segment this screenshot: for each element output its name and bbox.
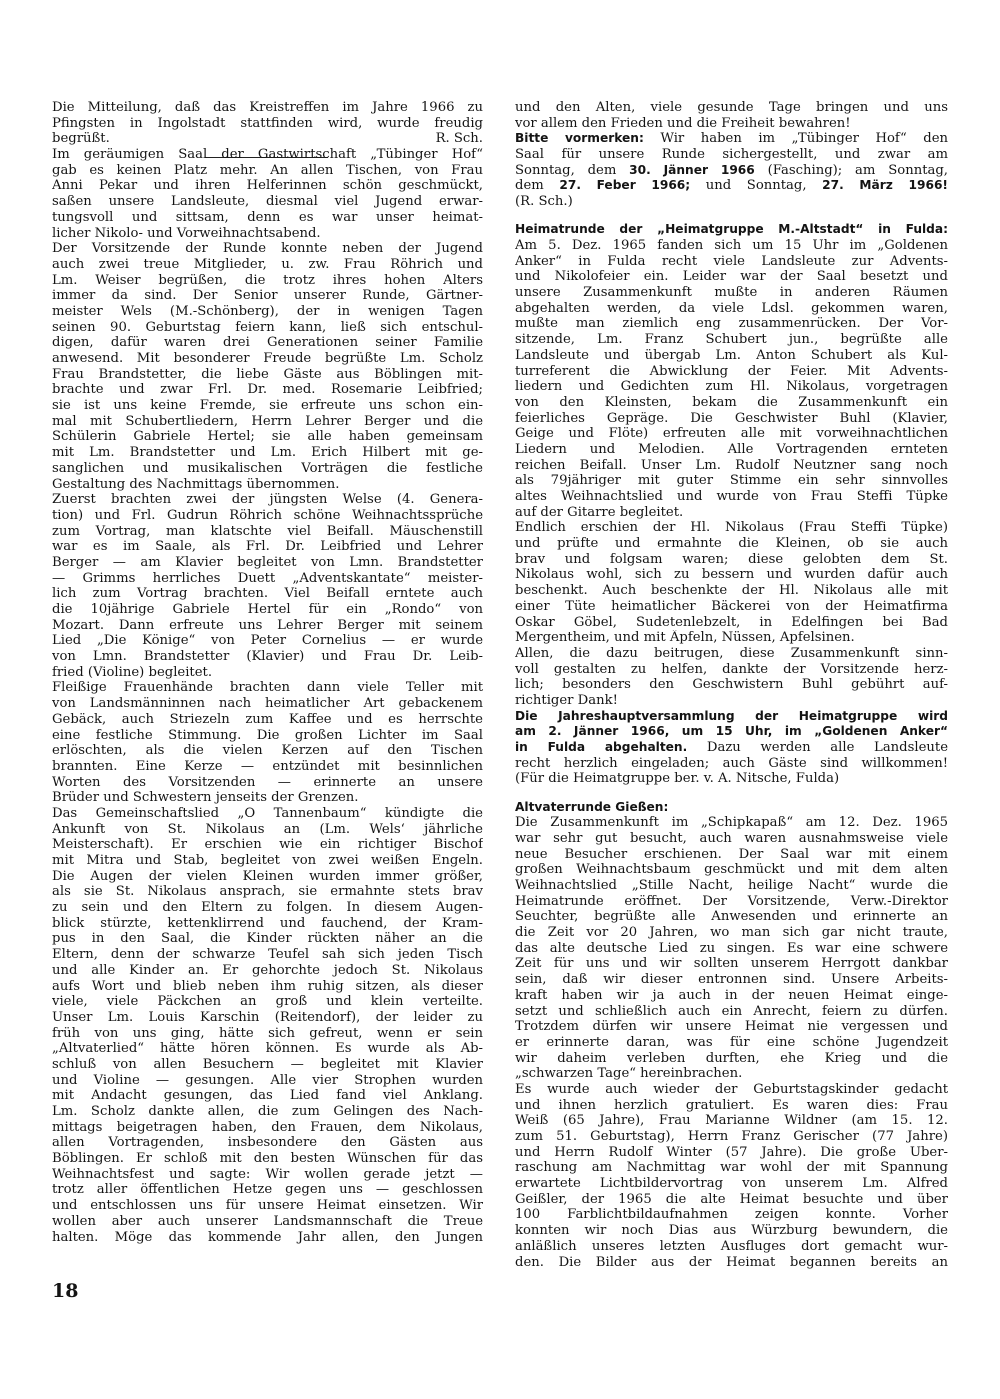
text-line: einer Tüte heimatlicher Bäckerei von der Heimatfirma bbox=[515, 598, 948, 614]
text-line: Meisterschaft). Er erschien wie ein richtiger Bischof bbox=[52, 837, 483, 853]
text-line: Ankunft von St. Nikolaus an (Lm. Wels‘ jährliche bbox=[52, 821, 483, 837]
text-line: sitzende, Lm. Franz Schubert jun., begrüßte alle bbox=[515, 332, 948, 348]
text-line: Anker“ in Fulda recht viele Landsleute zur Advents- bbox=[515, 253, 948, 269]
article-section bbox=[515, 800, 948, 1271]
text-line: Liedern und Melodien. Alle Vortragenden ernteten bbox=[515, 441, 948, 457]
text-line: mit Andacht gesungen, das Lied fand viel Anklang. bbox=[52, 1088, 483, 1104]
text-line: als sie St. Nikolaus ansprach, sie ermahnte stets brav bbox=[52, 884, 483, 900]
text-segment: Wir haben im „Tübinger Hof“ den bbox=[643, 131, 948, 147]
text-line: voll gestalten zu helfen, dankte der Vorsitzende herz- bbox=[515, 661, 948, 677]
text-line: Gestaltung des Nachmittags übernommen. bbox=[52, 476, 340, 492]
text-line: Brüder und Schwestern jenseits der Grenzen. bbox=[52, 790, 359, 806]
text-line: Das Gemeinschaftslied „O Tannenbaum“ kündigte die bbox=[52, 805, 483, 821]
text-line: „Altvaterlied“ hätte hören können. Es wurde als Ab- bbox=[52, 1041, 483, 1057]
text-line: von Landsmänninnen nach heimatlicher Art gebackenem bbox=[52, 696, 483, 712]
text-segment: und Sonntag, bbox=[690, 178, 823, 194]
text-line: Zeit für uns und wir sollten unserem Herrgott dankbar bbox=[515, 956, 948, 972]
right-column bbox=[515, 100, 948, 1270]
bold-text: 27. Feber 1966; bbox=[559, 178, 691, 193]
text-line: und prüfte und ermahnte die Kleinen, ob sie auch bbox=[515, 536, 948, 552]
text-line: kraft haben wir ja auch in der neuen Heimat einge- bbox=[515, 987, 948, 1003]
text-line: Weihnachtsfest und sagte: Wir wollen gerade jetzt — bbox=[52, 1166, 483, 1182]
text-line: Weiß (65 Jahre), Frau Marianne Wildner (am 15. 12. bbox=[515, 1113, 948, 1129]
text-line: altes Weihnachtslied und wurde von Frau Steffi Tüpke bbox=[515, 489, 948, 504]
text-line: immer da sind. Der Senior unserer Runde, Gärtner- bbox=[52, 288, 483, 304]
text-line: Mozart. Dann erfreute uns Lehrer Berger mit seinem bbox=[52, 617, 483, 633]
paragraph bbox=[52, 492, 483, 680]
text-line: und entschlossen uns für unsere Heimat einsetzen. Wir bbox=[52, 1198, 483, 1214]
page-number: 18 bbox=[52, 1280, 79, 1302]
text-line: zum Vortrag, man klatschte viel Beifall. Mäuschenstill bbox=[52, 523, 483, 539]
text-line: und Herrn Rudolf Winter (57 Jahre). Die große Über- bbox=[515, 1144, 948, 1160]
text-line: das alte deutsche Lied zu singen. Es war eine schwere bbox=[515, 940, 948, 956]
text-line: Saal für unsere Runde sichergestellt, und zwar am bbox=[515, 147, 948, 163]
text-line: von den Kleinsten, bekam die Zusammenkunft ein bbox=[515, 394, 948, 410]
text-line: Landsleute und übergab Lm. Anton Schubert als Kul- bbox=[515, 347, 948, 363]
paragraph bbox=[515, 100, 948, 131]
text-line: blick stürzte, kettenklirrend und fauchend, der Kram- bbox=[52, 915, 483, 931]
text-line: vor allem den Frieden und die Freiheit bewahren! bbox=[515, 115, 851, 131]
text-line: Der Vorsitzende der Runde konnte neben der Jugend bbox=[52, 241, 483, 257]
text-line: Trotzdem dürfen wir unsere Heimat nie vergessen und bbox=[515, 1019, 948, 1035]
text-line: Zuerst brachten zwei der jüngsten Welse (4. Genera- bbox=[52, 492, 483, 508]
text-line bbox=[515, 709, 948, 725]
text-line: auf der Gitarre begleitet. bbox=[515, 504, 684, 520]
text-line: Altvaterrunde Gießen: bbox=[515, 799, 669, 814]
text-line: unsere Zusammenkunft mußte in anderen Räumen bbox=[515, 285, 948, 301]
text-line: Seuchter, begrüßte alle Anwesenden und erinnerte an bbox=[515, 909, 948, 925]
text-line bbox=[515, 131, 948, 147]
text-line: — Grimms herrliches Duett „Adventskantate“ meister- bbox=[52, 570, 483, 586]
text-line: Weihnachtslied „Stille Nacht, heilige Nacht“ wurde die bbox=[515, 878, 948, 893]
article-section bbox=[515, 222, 948, 787]
text-line bbox=[515, 740, 948, 756]
text-line: gab es keinen Platz mehr. An allen Tischen, von Frau bbox=[52, 162, 483, 178]
text-line: raschung am Nachmittag war wohl der mit Spannung bbox=[515, 1160, 948, 1176]
article-section bbox=[52, 100, 483, 147]
text-line: Nikolaus wohl, sich zu bessern und wurden dafür auch bbox=[515, 567, 948, 583]
text-line: Böblingen. Er schloß mit den besten Wünschen für das bbox=[52, 1151, 483, 1167]
text-line: und alle Kinder an. Er gehorchte jedoch St. Nikolaus bbox=[52, 962, 483, 978]
text-line: erlöschten, als die vielen Kerzen auf den Tischen bbox=[52, 743, 483, 759]
text-line: tion) und Frl. Gudrun Röhrich schöne Weihnachtssprüche bbox=[52, 507, 483, 523]
text-line: turreferent die Abwicklung der Feier. Mit Advents- bbox=[515, 363, 948, 379]
paragraph bbox=[52, 680, 483, 806]
text-line: pus in den Saal, die Kinder rückten näher an die bbox=[52, 931, 483, 947]
text-segment: Dazu werden alle Landsleute bbox=[687, 740, 948, 755]
signature-line bbox=[52, 131, 483, 147]
text-line: mal mit Schubertliedern, Herrn Lehrer Berger und die bbox=[52, 413, 483, 429]
bold-text: 27. März 1966! bbox=[822, 178, 948, 193]
text-line: Im geräumigen Saal der Gastwirtschaft „Tübinger Hof“ bbox=[52, 147, 483, 163]
text-line: „schwarzen Tage“ hereinbrachen. bbox=[515, 1066, 743, 1082]
text-line: aufs Wort und blieb neben ihm ruhig sitzen, als dieser bbox=[52, 978, 483, 994]
paragraph bbox=[515, 815, 948, 1082]
text-line: Frau Brandstetter, die liebe Gäste aus Böblingen mit- bbox=[52, 366, 483, 382]
text-line: Worten des Vorsitzenden — erinnerte an unsere bbox=[52, 774, 483, 790]
text-line bbox=[515, 724, 948, 740]
text-line: und ihnen herzlich gratuliert. Es waren dies: Frau bbox=[515, 1097, 948, 1113]
text-line: beschenkt. Auch beschenkte der Hl. Nikolaus alle mit bbox=[515, 583, 948, 599]
text-line: Berger — am Klavier begleitet von Lmn. Brandstetter bbox=[52, 554, 483, 570]
text-line: Die Zusammenkunft im „Schipkapaß“ am 12. Dez. 1965 bbox=[515, 815, 948, 831]
text-line: richtiger Dank! bbox=[515, 692, 618, 708]
left-column bbox=[52, 100, 483, 1245]
text-line: Die Mitteilung, daß das Kreistreffen im Jahre 1966 zu bbox=[52, 100, 483, 115]
text-line: fried (Violine) begleitet. bbox=[52, 664, 213, 680]
text-line: lich zum Vortrag brachten. Viel Beifall erntete auch bbox=[52, 586, 483, 602]
text-line: mußte man ziemlich eng zusammenrücken. Der Vor- bbox=[515, 316, 948, 332]
text-line: und Violine — gesungen. Alle vier Strophen wurden bbox=[52, 1072, 483, 1088]
text-line: Oskar Göbel, Sudetenlebzelt, in Edelfingen bei Bad bbox=[515, 614, 948, 630]
text-line: war sehr gut besucht, auch waren ausnahmsweise viele bbox=[515, 830, 948, 846]
text-line: sein, daß wir dieser entronnen sind. Unsere Arbeits- bbox=[515, 972, 948, 988]
text-line: Endlich erschien der Hl. Nikolaus (Frau Steffi Tüpke) bbox=[515, 520, 948, 536]
paragraph bbox=[515, 520, 948, 646]
text-line: lich; besonders den Geschwistern Buhl gebührt auf- bbox=[515, 677, 948, 693]
text-line: auch zwei treue Mitglieder, u. zw. Frau Röhrich und bbox=[52, 256, 483, 272]
text-line: er erinnerte daran, was für eine schöne Jugendzeit bbox=[515, 1034, 948, 1050]
text-line: Fleißige Frauenhände brachten dann viele Teller mit bbox=[52, 680, 483, 696]
text-line: mit Mitra und Stab, begleitet von zwei weißen Engeln. bbox=[52, 853, 483, 868]
text-line: eine festliche Stimmung. Die großen Lichter im Saal bbox=[52, 727, 483, 743]
text-line: Gebäck, auch Striezeln zum Kaffee und es herrschte bbox=[52, 711, 483, 727]
paragraph bbox=[515, 646, 948, 709]
text-line: sie ist uns keine Fremde, sie erfreute uns schon ein- bbox=[52, 398, 483, 414]
text-line: Heimatrunde eröffnet. Der Vorsitzende, Verw.-Direktor bbox=[515, 893, 948, 909]
text-line: recht herzlich eingeladen; auch Gäste sind willkommen! bbox=[515, 755, 948, 771]
text-line: zum 51. Geburtstag), Herrn Franz Gerischer (77 Jahre) bbox=[515, 1129, 948, 1144]
paragraph bbox=[515, 709, 948, 787]
text-line: Eltern, denn der schwarze Teufel sah sich jeden Tisch bbox=[52, 947, 483, 963]
bold-text: am 2. Jänner 1966, um 15 Uhr, im „Goldenen Anker“ bbox=[515, 724, 948, 739]
text-line: früh von uns ging, hätte sich gefreut, wenn er sein bbox=[52, 1025, 483, 1041]
text-line: konnten wir noch Dias aus Würzburg bewundern, die bbox=[515, 1223, 948, 1239]
text-line: und den Alten, viele gesunde Tage bringen und uns bbox=[515, 100, 948, 115]
text-line: von Lmn. Brandstetter (Klavier) und Frau Dr. Leib- bbox=[52, 649, 483, 665]
text-line: die Zeit vor 20 Jahren, wo man sich gar nicht traute, bbox=[515, 925, 948, 941]
text-line bbox=[515, 178, 948, 194]
text-line: Heimatrunde der „Heimatgruppe M.-Altstadt“ in Fulda: bbox=[515, 222, 948, 237]
text-line: erwartete Lichtbildervortrag von unserem Lm. Alfred bbox=[515, 1176, 948, 1192]
text-line: halten. Möge das kommende Jahr allen, den Jungen bbox=[52, 1229, 483, 1245]
text-line: Am 5. Dez. 1965 fanden sich um 15 Uhr im „Goldenen bbox=[515, 238, 948, 253]
text-line: brav und folgsam waren; diese gelobten dem St. bbox=[515, 551, 948, 567]
paragraph bbox=[515, 1082, 948, 1270]
text-line: Es wurde auch wieder der Geburtstagskinder gedacht bbox=[515, 1081, 948, 1097]
text-line: Unser Lm. Louis Karschin (Reitendorf), der leider zu bbox=[52, 1009, 483, 1025]
text-line: (Für die Heimatgruppe ber. v. A. Nitsche, Fulda) bbox=[515, 771, 840, 787]
text-line: sanglichen und musikalischen Vorträgen die festliche bbox=[52, 460, 483, 476]
text-line: schluß von allen Besuchern — begleitet mit Klavier bbox=[52, 1056, 483, 1072]
paragraph bbox=[52, 806, 483, 1245]
text-line: setzt und schließlich auch ein Anrecht, feiern zu dürfen. bbox=[515, 1003, 948, 1019]
text-line: Lm. Weiser begrüßen, die trotz ihres hohen Alters bbox=[52, 272, 483, 288]
text-line: Lied „Die Könige“ von Peter Cornelius — er wurde bbox=[52, 633, 483, 649]
text-line: abgehalten werden, da viele Ldsl. gekommen waren, bbox=[515, 300, 948, 316]
text-line: viele, viele Päckchen an groß und klein verteilte. bbox=[52, 994, 483, 1010]
text-line: Die Augen der vielen Kleinen wurden immer größer, bbox=[52, 868, 483, 884]
bold-text: Die Jahreshauptversammlung der Heimatgruppe wird bbox=[515, 708, 948, 723]
text-segment: dem bbox=[515, 178, 560, 194]
article-section bbox=[52, 147, 483, 1245]
text-line: die 10jährige Gabriele Hertel für ein „Rondo“ von bbox=[52, 602, 483, 617]
closing-text: begrüßt. bbox=[52, 131, 110, 147]
text-line: Allen, die dazu beitrugen, diese Zusammenkunft sinn- bbox=[515, 645, 948, 661]
text-line: als 79jähriger mit guter Stimme ein sehr sinnvolles bbox=[515, 473, 948, 489]
text-segment: (Fasching); am Sonntag, bbox=[754, 162, 948, 178]
text-line: tungsvoll und sittsam, denn es war unser heimat- bbox=[52, 209, 483, 225]
paragraph bbox=[515, 238, 948, 520]
text-line: zu sein und den Eltern zu folgen. In diesem Augen- bbox=[52, 900, 483, 916]
text-line: wir daheim verleben durften, ehe Krieg und die bbox=[515, 1050, 948, 1066]
text-line: den. Die Bilder aus der Heimat begannen bereits an bbox=[515, 1254, 948, 1270]
bold-text: in Fulda abgehalten. bbox=[515, 740, 688, 754]
text-line: Mergentheim, und mit Äpfeln, Nüssen, Apfelsinen. bbox=[515, 630, 855, 646]
text-line: anwesend. Mit besonderer Freude begrüßte Lm. Scholz bbox=[52, 351, 483, 366]
text-line: und Nikolofeier ein. Leider war der Saal besetzt und bbox=[515, 269, 948, 285]
bold-text: Bitte vormerken: bbox=[515, 131, 644, 146]
text-line: großen Weihnachtsbaum geschmückt und mit dem alten bbox=[515, 862, 948, 878]
text-line: Geißler, der 1965 die alte Heimat besuchte und über bbox=[515, 1191, 948, 1207]
text-line: anläßlich unseres letzten Ausfluges dort gemacht wur- bbox=[515, 1238, 948, 1254]
text-line: seinen 90. Geburtstag feiern kann, ließ sich entschul- bbox=[52, 319, 483, 335]
text-line: feierliches Gepräge. Die Geschwister Buhl (Klavier, bbox=[515, 410, 948, 426]
text-line: brannten. Eine Kerze — entzündet mit besinnlichen bbox=[52, 758, 483, 774]
article-section bbox=[515, 100, 948, 210]
paragraph bbox=[52, 147, 483, 241]
text-line: neue Besucher erschienen. Der Saal war mit einem bbox=[515, 846, 948, 862]
text-line: brachte und zwar Frl. Dr. med. Rosemarie Leibfried; bbox=[52, 382, 483, 398]
text-line: saßen unsere Landsleute, diesmal viel Jugend erwar- bbox=[52, 194, 483, 210]
text-line: allen Vortragenden, insbesondere den Gästen aus bbox=[52, 1135, 483, 1151]
text-line: meister Wels (M.-Schönberg), der in wenigen Tagen bbox=[52, 303, 483, 319]
section-heading bbox=[515, 222, 948, 238]
text-line: reichen Beifall. Unser Lm. Rudolf Neutzner sang noch bbox=[515, 457, 948, 473]
text-line: Lm. Scholz dankte allen, die zum Gelingen des Nach- bbox=[52, 1104, 483, 1119]
text-line: (R. Sch.) bbox=[515, 194, 573, 210]
text-line: mittags beigetragen haben, den Frauen, dem Nikolaus, bbox=[52, 1119, 483, 1135]
text-line: licher Nikolo- und Vorweihnachtsabend. bbox=[52, 225, 321, 241]
text-line: 100 Farblichtbildaufnahmen zeigen konnte. Vorher bbox=[515, 1207, 948, 1223]
bold-text: 30. Jänner 1966 bbox=[629, 162, 755, 177]
text-line: war es im Saale, als Frl. Dr. Leibfried und Lehrer bbox=[52, 539, 483, 555]
text-line: wollen aber auch unserer Landsmannschaft die Treue bbox=[52, 1213, 483, 1229]
paragraph bbox=[52, 241, 483, 492]
text-line: mit Lm. Brandstetter und Lm. Erich Hilbert mit ge- bbox=[52, 445, 483, 461]
text-line bbox=[515, 163, 948, 179]
paragraph bbox=[515, 131, 948, 209]
text-line: Geige und Flöte) erfreuten alle mit vorweihnachtlichen bbox=[515, 426, 948, 442]
text-line: Anni Pekar und ihren Helferinnen schön geschmückt, bbox=[52, 178, 483, 194]
text-segment: Sonntag, dem bbox=[515, 162, 630, 178]
text-line: liedern und Gedichten zum Hl. Nikolaus, vorgetragen bbox=[515, 379, 948, 395]
text-line: trotz aller öffentlichen Hetze gegen uns — geschlossen bbox=[52, 1182, 483, 1198]
section-heading bbox=[515, 800, 948, 816]
paragraph bbox=[52, 100, 483, 147]
text-line: digen, dafür waren drei Generationen seiner Familie bbox=[52, 335, 483, 351]
text-line: Pfingsten in Ingolstadt stattfinden wird, wurde freudig bbox=[52, 115, 483, 131]
text-line: Schülerin Gabriele Hertel; sie alle haben gemeinsam bbox=[52, 429, 483, 445]
author-initials: R. Sch. bbox=[435, 131, 483, 147]
